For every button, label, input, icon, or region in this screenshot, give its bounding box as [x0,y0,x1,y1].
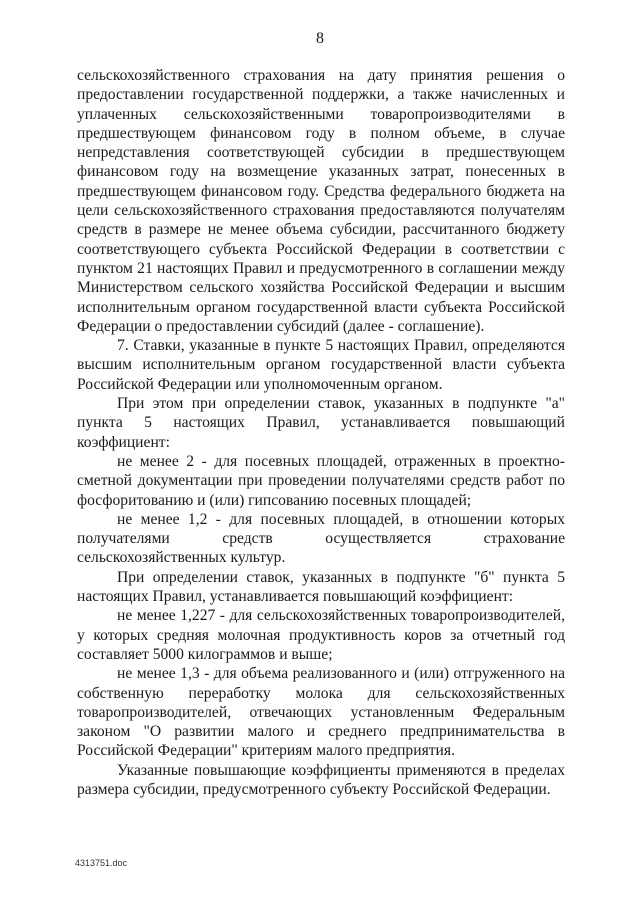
paragraph-continuation: сельскохозяйственного страхования на дату принятия решения о предоставлении государственной поддержки, а также начисленных и уплаченных сельскохозяйственными товаропроизводителями в предшествующем финансовом году в полном объеме, в случае непредставления соответствующей субсидии в предшествующем финансовом году на возмещение указанных затрат, понесенных в предшествующем финансовом году. Средства федерального бюджета на цели сельскохозяйственного страхования предоставляются получателям средств в размере не менее объема субсидии, рассчитанного бюджету соответствующего субъекта Российской Федерации в соответствии с пунктом 21 настоящих Правил и предусмотренного в соглашении между Министерством сельского хозяйства Российской Федерации и высшим исполнительным органом государственной власти субъекта Российской Федерации о предоставлении субсидий (далее - соглашение). [77,67,565,335]
page-number: 8 [316,30,324,47]
document-file-code: 4313751.doc [75,858,128,868]
document-body [77,66,565,799]
paragraph-coefficient-1-2: не менее 1,2 - для посевных площадей, в отношении которых получателями средств осуществляется страхование сельскохозяйственных культур. [77,510,565,567]
paragraph-coefficient-1-3: не менее 1,3 - для объема реализованного и (или) отгруженного на собственную переработку молока для сельскохозяйственных товаропроизводителей, отвечающих установленным Федеральным законом "О развитии малого и среднего предпринимательства в Российской Федерации" критериям малого предприятия. [77,665,565,760]
paragraph-subpoint-b-intro: При определении ставок, указанных в подпункте "б" пункта 5 настоящих Правил, устанавливается повышающий коэффициент: [77,568,565,606]
paragraph-coefficient-1-227: не менее 1,227 - для сельскохозяйственных товаропроизводителей, у которых средняя молочная продуктивность коров за отчетный год составляет 5000 килограммов и выше; [77,607,565,663]
paragraph-item-7: 7. Ставки, указанные в пункте 5 настоящих Правил, определяются высшим исполнительным органом государственной власти субъекта Российской Федерации или уполномоченным органом. [77,337,565,393]
paragraph-coefficients-limit: Указанные повышающие коэффициенты применяются в пределах размера субсидии, предусмотренного субъекту Российской Федерации. [77,761,565,798]
paragraph-subpoint-a-intro: При этом при определении ставок, указанных в подпункте "а" пункта 5 настоящих Правил, устанавливается повышающий коэффициент: [77,395,565,451]
paragraph-coefficient-2: не менее 2 - для посевных площадей, отраженных в проектно-сметной документации при проведении получателями средств работ по фосфоритованию и (или) гипсованию посевных площадей; [77,452,565,509]
